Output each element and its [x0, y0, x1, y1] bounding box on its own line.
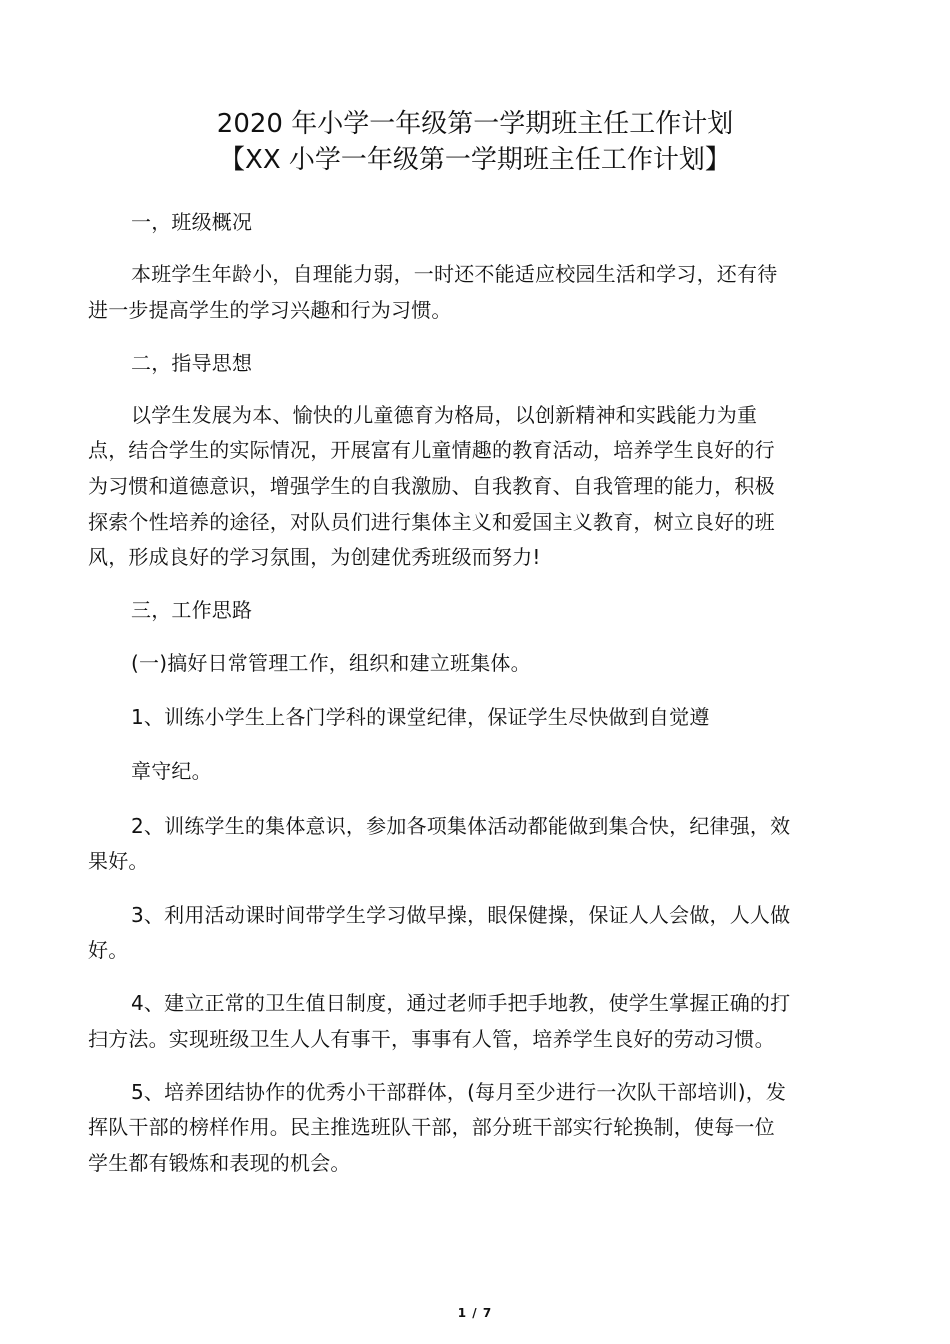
list-item-continuation: 果好。 — [88, 849, 149, 873]
section-heading-class-overview: 一，班级概况 — [131, 210, 253, 234]
list-item: 4、建立正常的卫生值日制度，通过老师手把手地教，使学生掌握正确的打 — [131, 991, 791, 1015]
section-heading-guiding-ideology: 二，指导思想 — [131, 351, 253, 375]
list-item: 5、培养团结协作的优秀小干部群体，(每月至少进行一次队干部培训)，发 — [131, 1080, 787, 1104]
paragraph-line: 点，结合学生的实际情况，开展富有儿童情趣的教育活动，培养学生良好的行 — [88, 438, 775, 462]
subsection-heading: (一)搞好日常管理工作，组织和建立班集体。 — [131, 651, 531, 675]
section-heading-work-approach: 三，工作思路 — [131, 598, 253, 622]
paragraph-line: 以学生发展为本、愉快的儿童德育为格局，以创新精神和实践能力为重 — [131, 403, 758, 427]
paragraph-line: 探索个性培养的途径，对队员们进行集体主义和爱国主义教育，树立良好的班 — [88, 510, 775, 534]
document-title: 2020 年小学一年级第一学期班主任工作计划 — [216, 109, 734, 139]
list-item-continuation: 好。 — [88, 938, 129, 962]
list-item: 1、训练小学生上各门学科的课堂纪律，保证学生尽快做到自觉遵 — [131, 705, 710, 729]
list-item-continuation: 章守纪。 — [131, 759, 212, 783]
page-number: 1 / 7 — [457, 1306, 493, 1320]
document-subtitle: 【XX 小学一年级第一学期班主任工作计划】 — [219, 145, 731, 175]
paragraph-line: 风，形成良好的学习氛围，为创建优秀班级而努力! — [88, 545, 541, 569]
list-item-continuation: 扫方法。实现班级卫生人人有事干，事事有人管，培养学生良好的劳动习惯。 — [88, 1027, 775, 1051]
paragraph-line: 为习惯和道德意识，增强学生的自我激励、自我教育、自我管理的能力，积极 — [88, 474, 775, 498]
list-item: 2、训练学生的集体意识，参加各项集体活动都能做到集合快，纪律强，效 — [131, 814, 791, 838]
list-item-continuation: 挥队干部的榜样作用。民主推选班队干部，部分班干部实行轮换制，使每一位 — [88, 1115, 775, 1139]
paragraph-line: 进一步提高学生的学习兴趣和行为习惯。 — [88, 298, 452, 322]
list-item: 3、利用活动课时间带学生学习做早操，眼保健操，保证人人会做，人人做 — [131, 903, 791, 927]
paragraph-line: 本班学生年龄小，自理能力弱，一时还不能适应校园生活和学习，还有待 — [131, 262, 778, 286]
list-item-continuation: 学生都有锻炼和表现的机会。 — [88, 1151, 351, 1175]
